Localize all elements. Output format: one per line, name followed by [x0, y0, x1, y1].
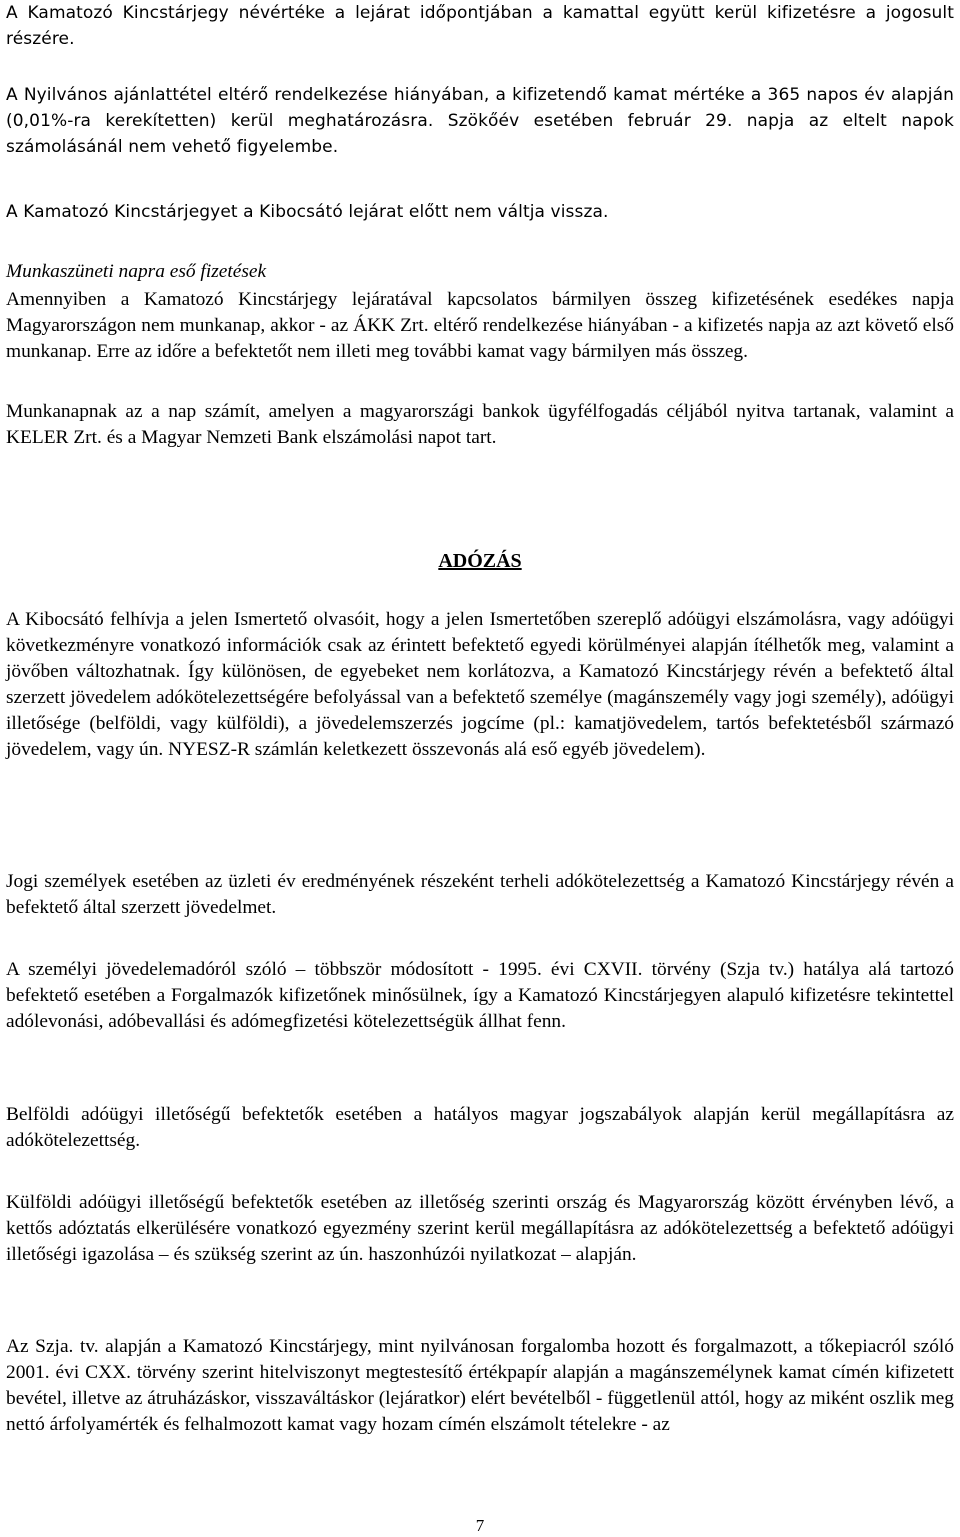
- paragraph-payout-at-maturity: A Kamatozó Kincstárjegy névértéke a lejárat időpontjában a kamattal együtt kerül kifizetésre a jogosult részére.: [6, 3, 954, 49]
- subheading-holiday-payments: Munkaszüneti napra eső fizetések: [6, 261, 267, 282]
- paragraph-legal-entities: Jogi személyek esetében az üzleti év eredményének részeként terheli adókötelezettség a Kamatozó Kincstárjegy révén a befektető által szerzett jövedelmet.: [6, 871, 954, 918]
- paragraph-business-day-definition: Munkanapnak az a nap számít, amelyen a magyarországi bankok ügyfélfogadás céljából nyitva tartanak, valamint a KELER Zrt. és a Magyar Nemzeti Bank elszámolási napot tart.: [6, 401, 954, 448]
- paragraph-holiday-payments: Amennyiben a Kamatozó Kincstárjegy lejáratával kapcsolatos bármilyen összeg kifizetésének esedékes napja Magyarországon nem munkanap, akkor - az ÁKK Zrt. eltérő rendelkezése hiányában - a kifizetés napja az azt követő első munkanap. Erre az időre a befektetőt nem illeti meg további kamat vagy bármilyen más összeg.: [6, 289, 954, 362]
- section-title-taxation: ADÓZÁS: [438, 550, 522, 572]
- paragraph-foreign-residents: Külföldi adóügyi illetőségű befektetők esetében az illetőség szerinti ország és Magyarország között érvényben lévő, a kettős adóztatás elkerülésére vonatkozó egyezmény szerint kerül megállapításra az adókötelezettség a befektető adóügyi illetőségi igazolása – és szükség szerint az ún. haszonhúzói nyilatkozat – alapján.: [6, 1192, 954, 1265]
- paragraph-personal-income-tax: A személyi jövedelemadóról szóló – többször módosított - 1995. évi CXVII. törvény (Szja tv.) hatálya alá tartozó befektető esetében a Forgalmazók kifizetőnek minősülnek, így a Kamatozó Kincstárjegyen alapuló kifizetésre tekintettel adólevonási, adóbevallási és adómegfizetési kötelezettségük állhat fenn.: [6, 959, 954, 1032]
- paragraph-interest-calculation: A Nyilvános ajánlattétel eltérő rendelkezése hiányában, a kifizetendő kamat mértéke a 365 napos év alapján (0,01%-ra kerekítetten) kerül meghatározásra. Szökőév esetében február 29. napja az eltelt napok számolásánál nem vehető figyelembe.: [6, 85, 954, 157]
- paragraph-szja-securities: Az Szja. tv. alapján a Kamatozó Kincstárjegy, mint nyilvánosan forgalomba hozott és forgalmazott, a tőkepiacról szóló 2001. évi CXX. törvény szerint hitelviszonyt megtestesítő értékpapír alapján a magánszemélynek kamat címén kifizetett bevétel, illetve az átruházáskor, visszaváltáskor (lejáratkor) elért bevételből - függetlenül attól, hogy az miként oszlik meg nettó árfolyamérték és felhalmozott kamat vagy hozam címén elszámolt tételekre - az: [6, 1336, 954, 1435]
- paragraph-tax-disclaimer: A Kibocsátó felhívja a jelen Ismertető olvasóit, hogy a jelen Ismertetőben szereplő adóügyi elszámolásra, vagy adóügyi következményre vonatkozó információk csak az érintett befektető egyedi körülményei alapján ítélhetők meg, valamint a jövőben változhatnak. Így különösen, de egyebeket nem korlátozva, a Kamatozó Kincstárjegy révén a befektető által szerzett jövedelem adókötelezettségére befolyással van a befektető személye (magánszemély vagy jogi személy), adóügyi illetősége (belföldi, vagy külföldi), a jövedelemszerzés jogcíme (pl.: kamatjövedelem, tartós befektetésből származó jövedelem, vagy ún. NYESZ-R számlán keletkezett összevonás alá eső egyéb jövedelem).: [6, 609, 954, 760]
- paragraph-no-early-redemption: A Kamatozó Kincstárjegyet a Kibocsátó lejárat előtt nem váltja vissza.: [6, 202, 609, 222]
- paragraph-domestic-residents: Belföldi adóügyi illetőségű befektetők esetében a hatályos magyar jogszabályok alapján kerül megállapításra az adókötelezettség.: [6, 1104, 954, 1151]
- page-number: 7: [475, 1516, 485, 1535]
